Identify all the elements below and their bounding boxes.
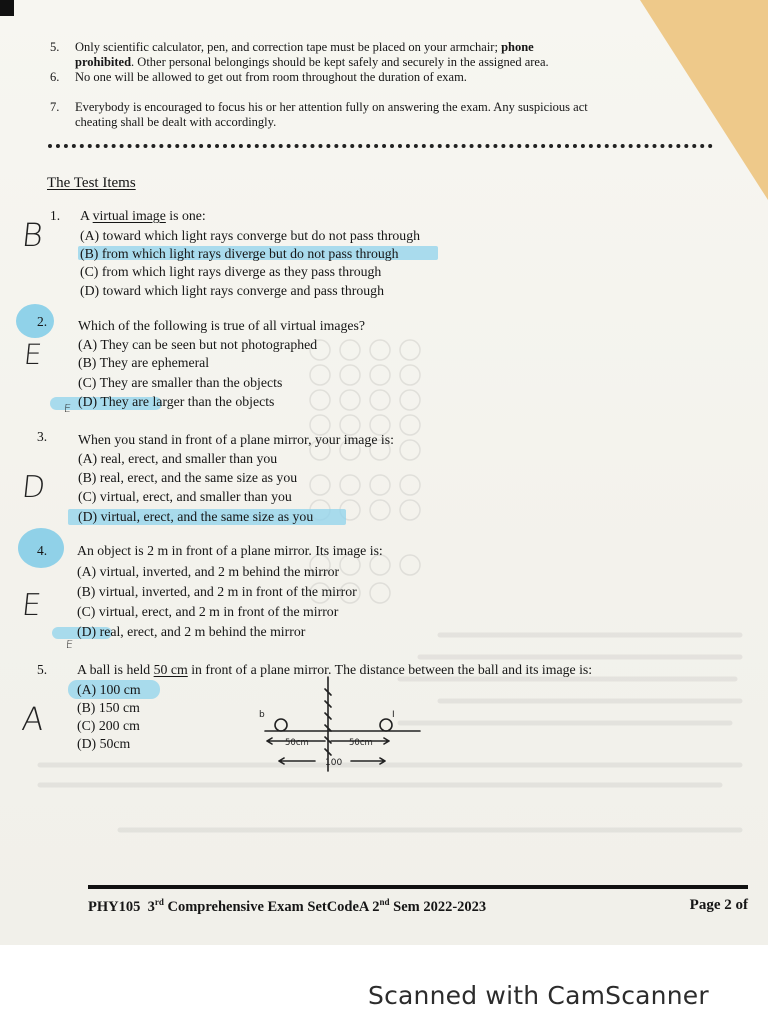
- stem-underlined-term: 50 cm: [153, 662, 188, 677]
- footer-rule: [88, 885, 748, 889]
- stem-text: A: [80, 208, 93, 223]
- footer-course: PHY105: [88, 898, 141, 915]
- option-b: (B) 150 cm: [77, 700, 140, 715]
- option-a: (A) They can be seen but not photographed: [78, 337, 318, 352]
- option-b: (B) virtual, inverted, and 2 m in front of the mirror: [77, 584, 357, 599]
- question-number: 2.: [37, 314, 48, 329]
- option-c: (C) They are smaller than the objects: [78, 375, 283, 390]
- handwritten-answer: D: [20, 470, 47, 505]
- option-c: (C) from which light rays diverge as they pass through: [80, 264, 382, 279]
- handwritten-mark: E: [63, 402, 72, 415]
- option-b: (B) They are ephemeral: [78, 355, 210, 370]
- question-2-stem: Which of the following is true of all virtual images?: [78, 318, 365, 333]
- rule-text: Only scientific calculator, pen, and correction tape must be placed on your armchair;: [75, 40, 502, 54]
- rule-text: . Other personal belongings should be kept safely and securely in the assigned area.: [131, 55, 549, 69]
- question-4-stem: An object is 2 m in front of a plane mirror. Its image is:: [77, 543, 383, 558]
- dotted-separator: [48, 144, 713, 148]
- stem-text: in front of a plane mirror. The distance between the ball and its image is:: [187, 662, 593, 677]
- rule-number: 6.: [50, 70, 60, 84]
- rule-text-bold: phone: [501, 40, 534, 54]
- mirror-sketch: [255, 675, 435, 775]
- footer-exam: Comprehensive Exam SetCodeA: [163, 898, 373, 915]
- option-d: (D) toward which light rays converge and pass through: [80, 283, 384, 298]
- handwritten-answer: A: [20, 700, 46, 738]
- rule-text: cheating shall be dealt with accordingly.: [75, 115, 277, 129]
- footer-page-number: Page 2 of: [689, 897, 748, 913]
- option-a: (A) virtual, inverted, and 2 m behind the mirror: [77, 564, 340, 579]
- question-number: 3.: [37, 429, 48, 444]
- option-c: (C) virtual, erect, and 2 m in front of the mirror: [77, 604, 339, 619]
- option-d: (D) They are larger than the objects: [78, 394, 275, 409]
- question-3-stem: When you stand in front of a plane mirror, your image is:: [78, 432, 394, 447]
- option-a: (A) real, erect, and smaller than you: [78, 451, 278, 466]
- rule-6: [50, 70, 675, 85]
- sketch-left-distance: 50cm: [285, 738, 309, 748]
- option-b: (B) from which light rays diverge but do not pass through: [80, 246, 399, 261]
- corner-mark: [0, 0, 14, 16]
- footer-sem: Sem 2022-2023: [389, 898, 487, 915]
- option-a: (A) 100 cm: [77, 682, 141, 697]
- option-c: (C) 200 cm: [77, 718, 140, 733]
- footer-exam-num: 3: [147, 898, 155, 915]
- question-number: 4.: [37, 543, 48, 558]
- sketch-image-label: I: [392, 710, 395, 720]
- option-d: (D) 50cm: [77, 736, 131, 751]
- option-a: (A) toward which light rays converge but do not pass through: [80, 228, 421, 243]
- rule-7: [50, 100, 675, 115]
- section-title: The Test Items: [47, 175, 136, 191]
- sketch-image-ball: [380, 719, 392, 731]
- highlight-q2-number: [16, 304, 54, 338]
- stem-text: is one:: [165, 208, 206, 223]
- rule-number: 5.: [50, 40, 60, 54]
- question-1-stem: [80, 208, 206, 224]
- option-b: (B) real, erect, and the same size as you: [78, 470, 298, 485]
- stem-text: A ball is held: [77, 662, 154, 677]
- option-d: (D) real, erect, and 2 m behind the mirror: [77, 624, 306, 639]
- footer-exam-sup: rd: [154, 897, 164, 907]
- stem-underlined-term: virtual image: [92, 208, 166, 223]
- option-c: (C) virtual, erect, and smaller than you: [78, 489, 292, 504]
- rule-5: [50, 40, 675, 55]
- rule-7-continued: [75, 115, 675, 130]
- rule-number: 7.: [50, 100, 60, 114]
- scanner-watermark: Scanned with CamScanner: [368, 981, 709, 1010]
- handwritten-mark: E: [65, 638, 74, 651]
- sketch-object-label: b: [259, 710, 265, 720]
- footer-sem-sup: nd: [379, 897, 390, 907]
- handwritten-answer: B: [20, 216, 45, 254]
- rule-5-continued: [75, 55, 675, 70]
- footer-course-info: [88, 897, 486, 916]
- question-number: 1.: [50, 208, 61, 223]
- sketch-total-distance: 100: [325, 758, 343, 768]
- sketch-right-distance: 50cm: [349, 738, 373, 748]
- rule-text: Everybody is encouraged to focus his or her attention fully on answering the exam. Any suspicious act: [75, 100, 588, 114]
- question-number: 5.: [37, 662, 48, 677]
- rule-text-bold: prohibited: [75, 55, 132, 69]
- handwritten-answer: E: [22, 338, 44, 371]
- handwritten-answer: E: [20, 588, 43, 623]
- sketch-object-ball: [275, 719, 287, 731]
- option-d: (D) virtual, erect, and the same size as you: [78, 509, 314, 524]
- rule-text: No one will be allowed to get out from room throughout the duration of exam.: [75, 70, 467, 84]
- footer-sem-num: 2: [372, 898, 380, 915]
